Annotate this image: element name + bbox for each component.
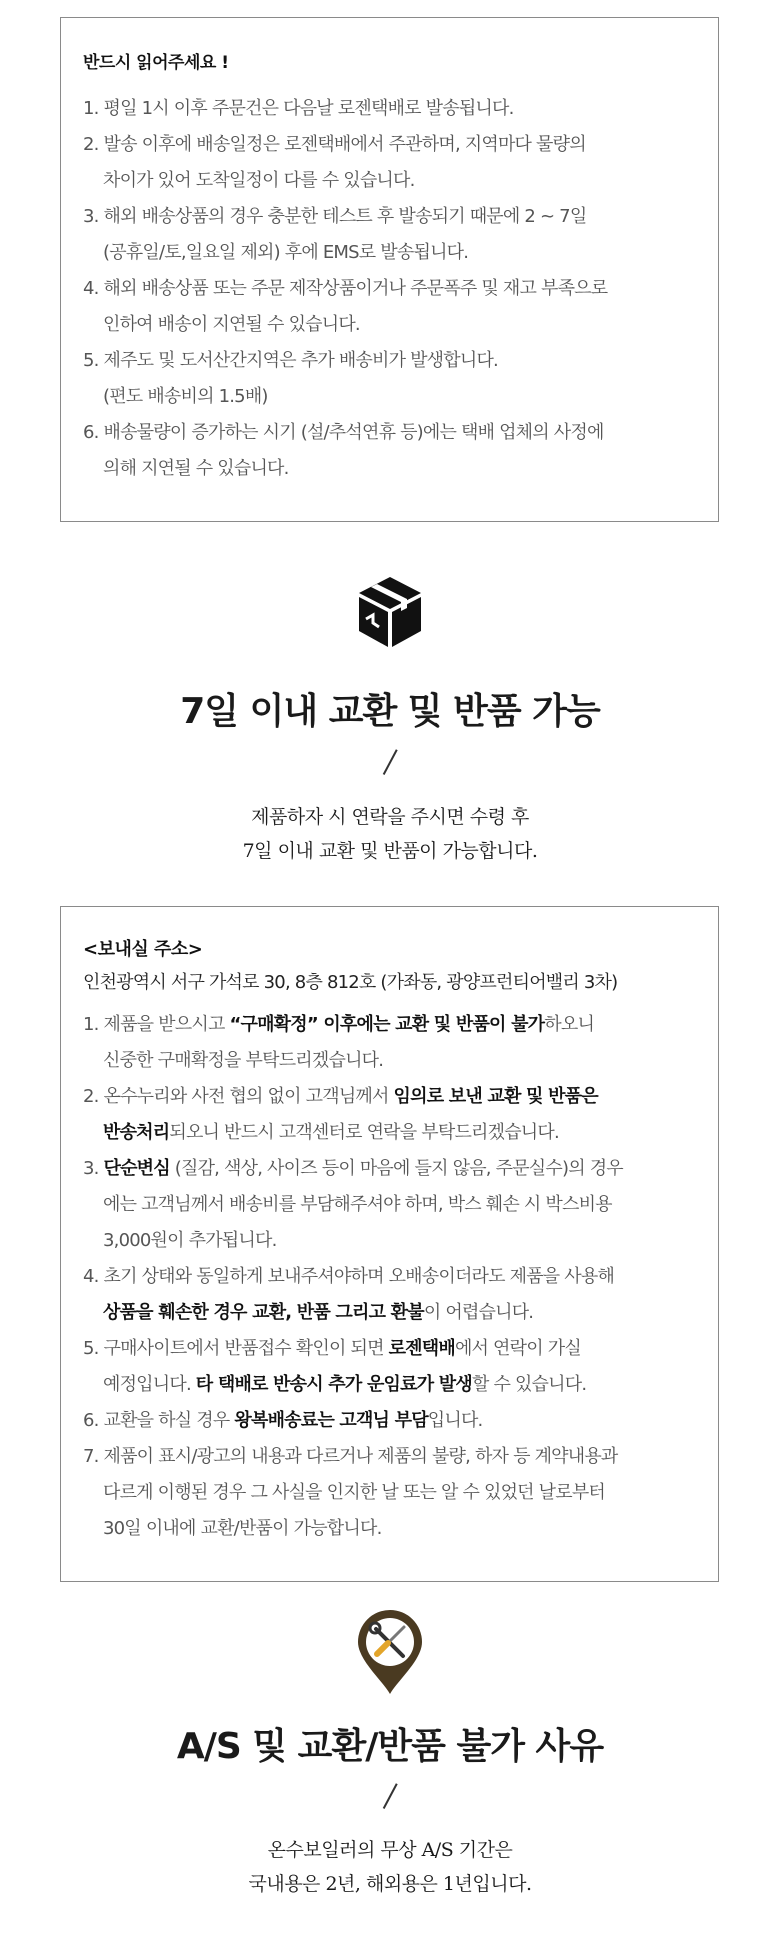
divider-slash <box>383 1783 397 1808</box>
notice-list <box>83 91 696 487</box>
policy-item: 5. 구매사이트에서 반품접수 확인이 되면 로젠택배에서 연락이 가실 예정입니다. 타 택배로 반송시 추가 운임료가 발생할 수 있습니다. <box>83 1338 587 1395</box>
policy-item: 4. 초기 상태와 동일하게 보내주셔야하며 오배송이더라도 제품을 사용해 상품을 훼손한 경우 교환, 반품 그리고 환불이 어렵습니다. <box>83 1266 615 1323</box>
divider-slash <box>383 749 397 774</box>
notice-item: 1. 평일 1시 이후 주문건은 다음날 로젠택배로 발송됩니다. <box>83 98 514 119</box>
policy-item: 1. 제품을 받으시고 “구매확정” 이후에는 교환 및 반품이 불가하오니 신중한 구매확정을 부탁드리겠습니다. <box>83 1014 595 1071</box>
policy-item: 3. 단순변심 (질감, 색상, 사이즈 등이 마음에 들지 않음, 주문실수)의 경우 에는 고객님께서 배송비를 부담해주셔야 하며, 박스 훼손 시 박스비용 3,000원이 추가됩니다. <box>83 1158 623 1251</box>
return-policy-list <box>83 1007 696 1547</box>
policy-item: 2. 온수누리와 사전 협의 없이 고객님께서 임의로 보낸 교환 및 반품은 반송처리되오니 반드시 고객센터로 연락을 부탁드리겠습니다. <box>83 1086 598 1143</box>
notice-title: 반드시 읽어주세요 ! <box>83 53 229 73</box>
notice-item: 5. 제주도 및 도서산간지역은 추가 배송비가 발생합니다. (편도 배송비의 1.5배) <box>83 350 498 407</box>
notice-item: 2. 발송 이후에 배송일정은 로젠택배에서 주관하며, 지역마다 물량의 차이가 있어 도착일정이 다를 수 있습니다. <box>83 134 586 191</box>
policy-item: 7. 제품이 표시/광고의 내용과 다르거나 제품의 불량, 하자 등 계약내용과 다르게 이행된 경우 그 사실을 인지한 날 또는 알 수 있었던 날로부터 30일 이내에 교환/반품이 가능합니다. <box>83 1446 618 1539</box>
exchange-description: 제품하자 시 연락을 주시면 수령 후 7일 이내 교환 및 반품이 가능합니다. <box>242 806 538 862</box>
tools-location-pin-icon <box>356 1610 424 1696</box>
policy-item: 6. 교환을 하실 경우 왕복배송료는 고객님 부담입니다. <box>83 1410 483 1431</box>
shipping-notice-box <box>60 17 719 522</box>
box-icon <box>357 575 423 649</box>
as-description: 온수보일러의 무상 A/S 기간은 국내용은 2년, 해외용은 1년입니다. <box>248 1839 532 1895</box>
notice-item: 4. 해외 배송상품 또는 주문 제작상품이거나 주문폭주 및 재고 부족으로 인하여 배송이 지연될 수 있습니다. <box>83 278 608 335</box>
address-heading: <보내실 주소> <box>83 939 203 960</box>
address-text: 인천광역시 서구 가석로 30, 8층 812호 (가좌동, 광양프런티어밸리 3차) <box>83 972 618 993</box>
notice-item: 6. 배송물량이 증가하는 시기 (설/추석연휴 등)에는 택배 업체의 사정에 의해 지연될 수 있습니다. <box>83 422 604 479</box>
return-address-box <box>60 906 719 1582</box>
notice-item: 3. 해외 배송상품의 경우 충분한 테스트 후 발송되기 때문에 2 ~ 7일 (공휴일/토,일요일 제외) 후에 EMS로 발송됩니다. <box>83 206 587 263</box>
as-title: A/S 및 교환/반품 불가 사유 <box>176 1726 604 1767</box>
exchange-title: 7일 이내 교환 및 반품 가능 <box>180 691 600 732</box>
